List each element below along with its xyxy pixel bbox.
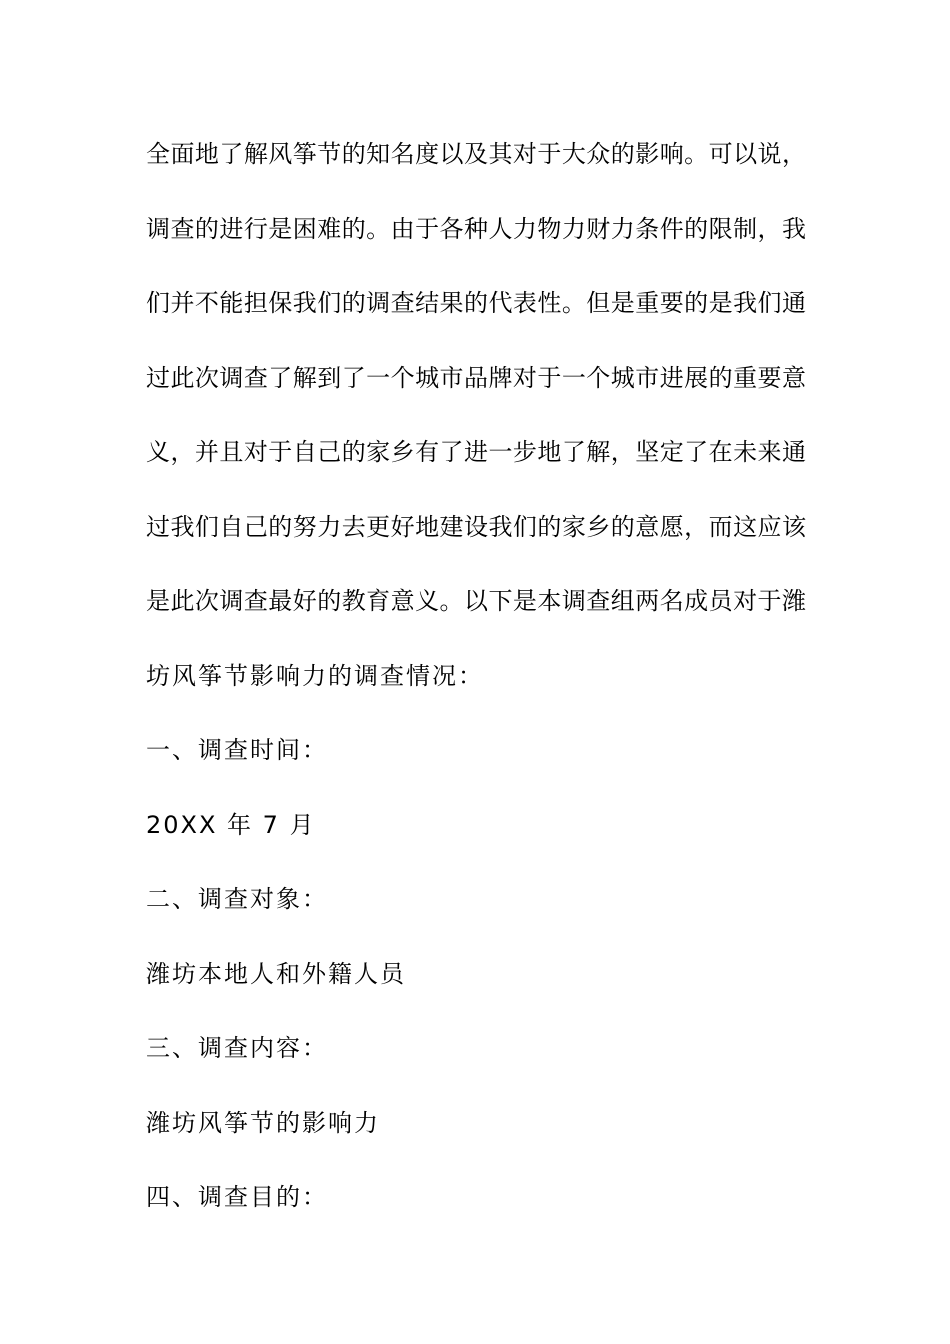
paragraph-line: 义，并且对于自己的家乡有了进一步地了解，坚定了在未来通	[146, 438, 806, 466]
section-heading-content: 三、调查内容：	[146, 1034, 328, 1062]
paragraph-line: 是此次调查最好的教育意义。以下是本调查组两名成员对于潍	[146, 587, 806, 615]
paragraph-line: 全面地了解风筝节的知名度以及其对于大众的影响。可以说，	[146, 140, 806, 168]
paragraph-line: 坊风筝节影响力的调查情况：	[146, 661, 484, 690]
section-value-subject: 潍坊本地人和外籍人员	[146, 959, 406, 988]
paragraph-line: 们并不能担保我们的调查结果的代表性。但是重要的是我们通	[146, 289, 806, 317]
section-value-content: 潍坊风筝节的影响力	[146, 1108, 380, 1137]
section-heading-subject: 二、调查对象：	[146, 885, 328, 913]
section-heading-purpose: 四、调查目的：	[146, 1183, 328, 1211]
document-body	[146, 127, 806, 1245]
section-value-time: 20XX 年 7 月	[146, 810, 316, 839]
paragraph-line: 调查的进行是困难的。由于各种人力物力财力条件的限制，我	[146, 214, 806, 243]
paragraph-line: 过我们自己的努力去更好地建设我们的家乡的意愿，而这应该	[146, 512, 806, 541]
section-heading-time: 一、调查时间：	[146, 736, 328, 764]
paragraph-line: 过此次调查了解到了一个城市品牌对于一个城市进展的重要意	[146, 363, 806, 392]
